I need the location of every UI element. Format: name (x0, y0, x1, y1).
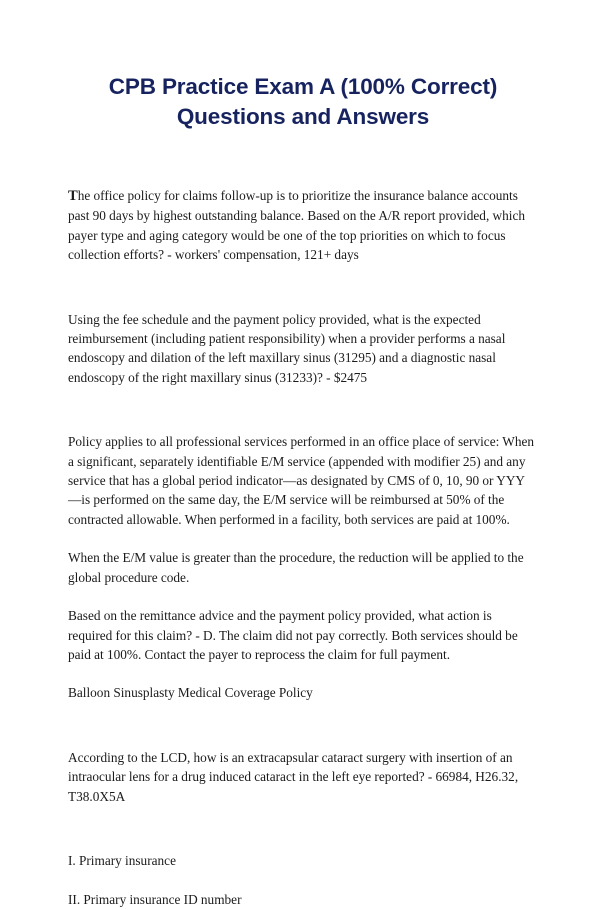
page-title (50, 72, 556, 132)
block-spacer (68, 664, 536, 683)
paragraph-lead-character: T (68, 188, 78, 204)
block-spacer (68, 265, 536, 310)
block-spacer (68, 703, 536, 748)
paragraph-policy-heading: Balloon Sinusplasty Medical Coverage Policy (68, 685, 313, 701)
block-spacer (68, 870, 536, 890)
list-item-ii: II. Primary insurance ID number (68, 892, 242, 908)
list-item-i: I. Primary insurance (68, 852, 176, 868)
block-spacer (68, 387, 536, 432)
block-spacer (68, 529, 536, 548)
paragraph-policy-2: When the E/M value is greater than the procedure, the reduction will be applied to the global procedure code. (68, 550, 524, 585)
page-title-line-1: CPB Practice Exam A (100% Correct) (108, 74, 498, 99)
paragraph-question-1 (68, 186, 536, 265)
paragraph-policy-1: Policy applies to all professional services performed in an office place of service: When a significant, separately identifiable E/M service (appended with modifier 25) and any service that has a global period indicator—as designated by CMS of 0, 10, 90 or YYY—is performed on the same day, the E/M service will be reimbursed at 50% of the contracted allowable. When performed in a facility, both services are paid at 100%. (68, 434, 535, 527)
paragraph-question-3: Based on the remittance advice and the payment policy provided, what action is required for this claim? - D. The claim did not pay correctly. Both services should be paid at 100%. Contact the payer to reprocess the claim for full payment. (68, 608, 518, 662)
page-title-line-2: Questions and Answers (176, 104, 430, 129)
paragraph-question-2: Using the fee schedule and the payment policy provided, what is the expected reimbursement (including patient responsibility) when a provider performs a nasal endoscopy and dilation of the left maxillary sinus (31295) and a diagnostic nasal endoscopy of the right maxillary sinus (31233)? - $2475 (68, 311, 506, 385)
document-body (68, 186, 536, 910)
paragraph-question-4: According to the LCD, how is an extracapsular cataract surgery with insertion of an intraocular lens for a drug induced cataract in the left eye reported? - 66984, H26.32, T38.0X5A (68, 749, 519, 804)
paragraph-question-1-text: he office policy for claims follow-up is to prioritize the insurance balance accounts past 90 days by highest outstanding balance. Based on the A/R report provided, which payer type and aging category would be one of the top priorities on which to focus collection efforts? - workers' compensation, 121+ days (68, 188, 525, 263)
block-spacer (68, 806, 536, 851)
block-spacer (68, 587, 536, 606)
